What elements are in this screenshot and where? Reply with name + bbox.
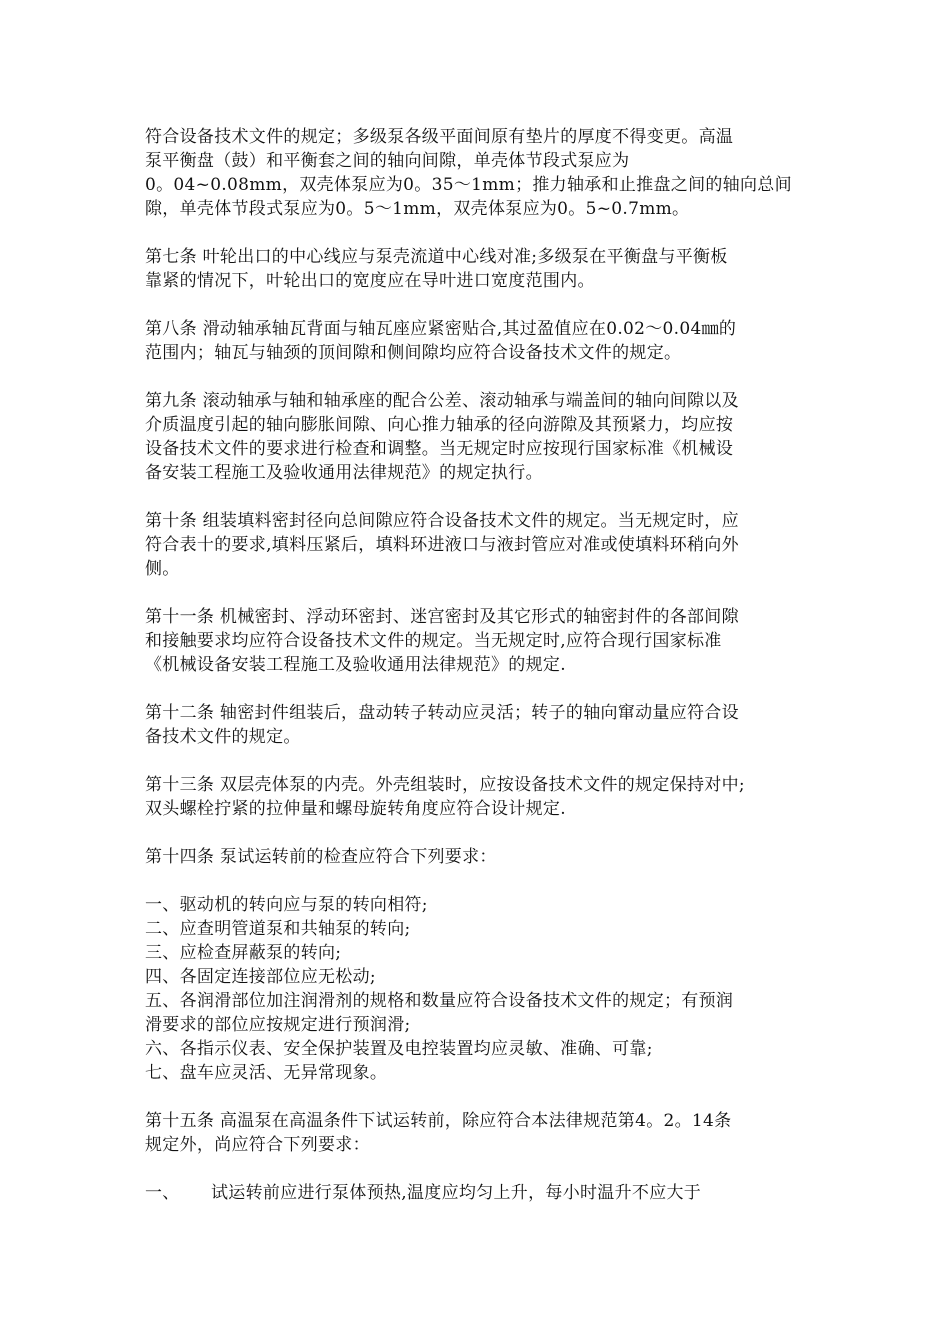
text-line: 第八条 滑动轴承轴瓦背面与轴瓦座应紧密贴合,其过盈值应在0.02～0.04㎜的 (145, 319, 737, 339)
article-10 (145, 509, 815, 581)
list-item: 七、盘车应灵活、无异常现象。 (145, 1063, 388, 1083)
text-line: 备技术文件的规定。 (145, 727, 301, 747)
list-item (145, 1181, 815, 1205)
list-text: 试运转前应进行泵体预热,温度应均匀上升，每小时温升不应大于 (211, 1183, 702, 1203)
text-line: 泵平衡盘（鼓）和平衡套之间的轴向间隙，单壳体节段式泵应为 (145, 151, 630, 171)
document-body (145, 125, 815, 1229)
text-line: 第十条 组装填料密封径向总间隙应符合设备技术文件的规定。当无规定时，应 (145, 511, 739, 531)
article-15 (145, 1109, 815, 1157)
list-item: 五、各润滑部位加注润滑剂的规格和数量应符合设备技术文件的规定；有预润 (145, 991, 734, 1011)
text-line: 第七条 叶轮出口的中心线应与泵壳流道中心线对准;多级泵在平衡盘与平衡板 (145, 247, 728, 267)
list-item-continuation: 滑要求的部位应按规定进行预润滑; (145, 1015, 411, 1035)
text-line: 范围内；轴瓦与轴颈的顶间隙和侧间隙均应符合设备技术文件的规定。 (145, 343, 682, 363)
article-14 (145, 845, 815, 869)
list-item: 一、驱动机的转向应与泵的转向相符; (145, 895, 428, 915)
text-line: 《机械设备安装工程施工及验收通用法律规范》的规定. (145, 655, 566, 675)
list-item: 三、应检查屏蔽泵的转向; (145, 943, 342, 963)
text-line: 第十五条 高温泵在高温条件下试运转前，除应符合本法律规范第4。2。14条 (145, 1111, 732, 1131)
text-line: 符合设备技术文件的规定；多级泵各级平面间原有垫片的厚度不得变更。高温 (145, 127, 734, 147)
list-item: 二、应查明管道泵和共轴泵的转向; (145, 919, 411, 939)
list-number: 一、 (145, 1183, 180, 1203)
article-11 (145, 605, 815, 677)
text-line: 第十一条 机械密封、浮动环密封、迷宫密封及其它形式的轴密封件的各部间隙 (145, 607, 739, 627)
article-7 (145, 245, 815, 293)
text-line: 第十三条 双层壳体泵的内壳。外壳组装时，应按设备技术文件的规定保持对中; (145, 775, 745, 795)
text-line: 备安装工程施工及验收通用法律规范》的规定执行。 (145, 463, 543, 483)
article-13 (145, 773, 815, 821)
text-line: 隙，单壳体节段式泵应为0。5～1mm，双壳体泵应为0。5~0.7mm。 (145, 199, 690, 219)
text-line: 第十二条 轴密封件组装后，盘动转子转动应灵活；转子的轴向窜动量应符合设 (145, 703, 739, 723)
article-15-list (145, 1181, 815, 1205)
text-line: 设备技术文件的要求进行检查和调整。当无规定时应按现行国家标准《机械设 (145, 439, 734, 459)
text-line: 双头螺栓拧紧的拉伸量和螺母旋转角度应符合设计规定. (145, 799, 566, 819)
text-line: 第十四条 泵试运转前的检查应符合下列要求： (145, 847, 497, 867)
article-14-list (145, 893, 815, 1085)
text-line: 和接触要求均应符合设备技术文件的规定。当无规定时,应符合现行国家标准 (145, 631, 722, 651)
text-line: 第九条 滚动轴承与轴和轴承座的配合公差、滚动轴承与端盖间的轴向间隙以及 (145, 391, 739, 411)
list-item: 六、各指示仪表、安全保护装置及电控装置均应灵敏、准确、可靠; (145, 1039, 653, 1059)
article-12 (145, 701, 815, 749)
text-line: 侧。 (145, 559, 180, 579)
text-line: 靠紧的情况下，叶轮出口的宽度应在导叶进口宽度范围内。 (145, 271, 595, 291)
list-item: 四、各固定连接部位应无松动; (145, 967, 376, 987)
paragraph-continuation (145, 125, 815, 221)
text-line: 符合表十的要求,填料压紧后，填料环进液口与液封管应对准或使填料环稍向外 (145, 535, 739, 555)
text-line: 规定外，尚应符合下列要求： (145, 1135, 370, 1155)
text-line: 介质温度引起的轴向膨胀间隙、向心推力轴承的径向游隙及其预紧力，均应按 (145, 415, 734, 435)
text-line: 0。04~0.08mm，双壳体泵应为0。35～1mm；推力轴承和止推盘之间的轴向总间 (145, 175, 792, 195)
article-8 (145, 317, 815, 365)
article-9 (145, 389, 815, 485)
